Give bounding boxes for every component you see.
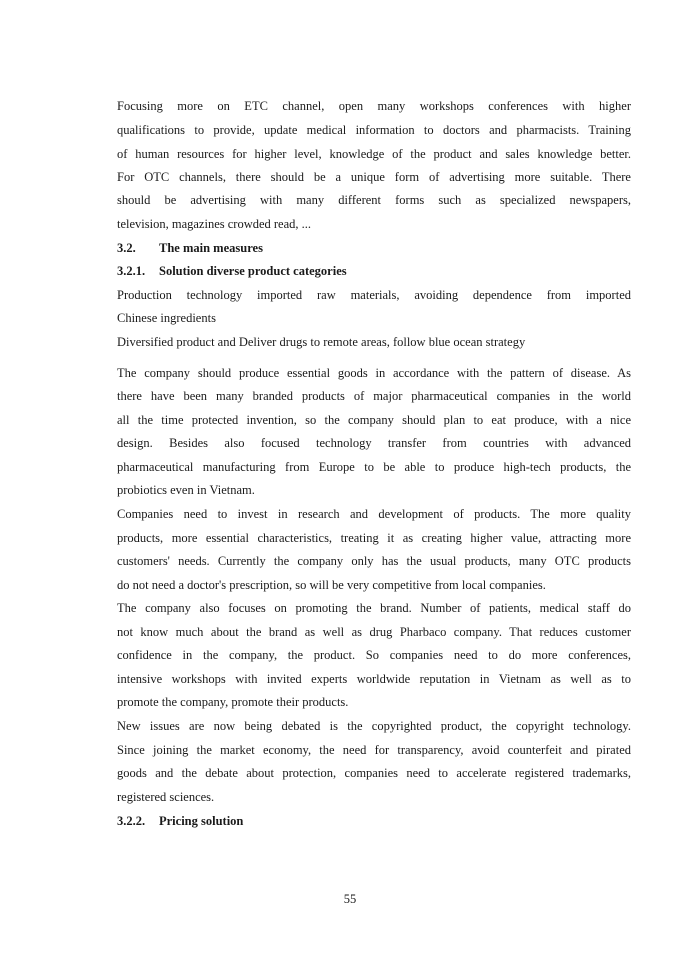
- paragraph-line: Companies need to invest in research and development of products. The more quality: [117, 507, 631, 521]
- paragraph-line: customers' needs. Currently the company only has the usual products, many OTC products: [117, 554, 631, 568]
- subsection-number: 3.2.1.: [117, 264, 146, 278]
- paragraph-line: there have been many branded products of major pharmaceutical companies in the world: [117, 389, 631, 403]
- paragraph-line: television, magazines crowded read, ...: [117, 217, 312, 231]
- paragraph-line: Since joining the market economy, the need for transparency, avoid counterfeit and pirated: [117, 743, 631, 757]
- section-number: 3.2.: [117, 241, 136, 255]
- paragraph-line: Chinese ingredients: [117, 311, 216, 325]
- paragraph-line: of human resources for higher level, knowledge of the product and sales knowledge better.: [117, 147, 631, 161]
- paragraph-line: Production technology imported raw materials, avoiding dependence from imported: [117, 288, 631, 302]
- paragraph-line: confidence in the company, the product. So companies need to do more conferences,: [117, 648, 631, 662]
- paragraph-line: products, more essential characteristics, treating it as creating higher value, attracting more: [117, 531, 631, 545]
- paragraph-line: all the time protected invention, so the company should plan to eat produce, with a nice: [117, 413, 631, 427]
- paragraph-line: New issues are now being debated is the copyrighted product, the copyright technology.: [117, 719, 631, 733]
- paragraph-line: do not need a doctor's prescription, so will be very competitive from local companies.: [117, 578, 546, 592]
- paragraph-line: The company should produce essential goods in accordance with the pattern of disease. As: [117, 366, 631, 380]
- paragraph-line: Focusing more on ETC channel, open many workshops conferences with higher: [117, 99, 631, 113]
- subsection-heading: [117, 262, 631, 280]
- paragraph-line: should be advertising with many different forms such as specialized newspapers,: [117, 193, 631, 207]
- subsection-heading: [117, 812, 631, 830]
- subsection-title: Pricing solution: [159, 814, 244, 828]
- paragraph-line: Diversified product and Deliver drugs to remote areas, follow blue ocean strategy: [117, 335, 526, 349]
- paragraph-line: For OTC channels, there should be a unique form of advertising more suitable. There: [117, 170, 631, 184]
- subsection-title: Solution diverse product categories: [159, 264, 347, 278]
- paragraph-line: registered sciences.: [117, 790, 215, 804]
- paragraph-line: goods and the debate about protection, companies need to accelerate registered trademarks,: [117, 766, 631, 780]
- paragraph-line: not know much about the brand as well as drug Pharbaco company. That reduces customer: [117, 625, 631, 639]
- paragraph-line: pharmaceutical manufacturing from Europe to be able to produce high-tech products, the: [117, 460, 631, 474]
- paragraph-line: qualifications to provide, update medical information to doctors and pharmacists. Training: [117, 123, 631, 137]
- paragraph-line: intensive workshops with invited experts worldwide reputation in Vietnam as well as to: [117, 672, 631, 686]
- page-number: 55: [343, 892, 357, 906]
- section-title: The main measures: [159, 241, 263, 255]
- section-heading: [117, 239, 631, 257]
- paragraph-line: design. Besides also focused technology transfer from countries with advanced: [117, 436, 631, 450]
- paragraph-line: probiotics even in Vietnam.: [117, 483, 255, 497]
- subsection-number: 3.2.2.: [117, 814, 146, 828]
- paragraph-line: The company also focuses on promoting the brand. Number of patients, medical staff do: [117, 601, 631, 615]
- paragraph-line: promote the company, promote their products.: [117, 695, 349, 709]
